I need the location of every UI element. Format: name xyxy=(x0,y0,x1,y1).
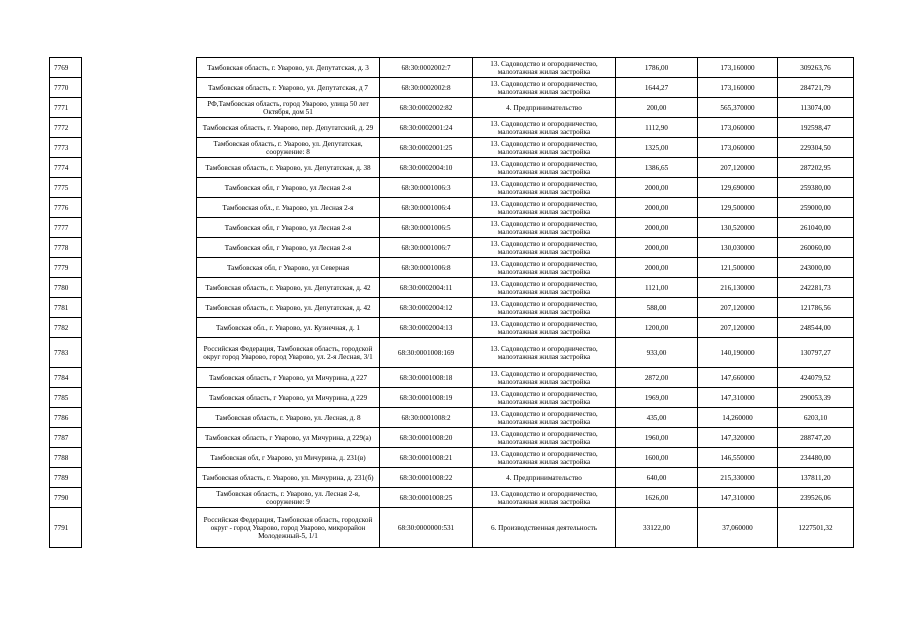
blank-cell xyxy=(82,98,197,118)
cadastral-number-cell: 68:30:0002001:24 xyxy=(380,118,473,138)
specific-value-cell: 565,370000 xyxy=(698,98,778,118)
cadastral-value-cell: 234480,00 xyxy=(778,448,854,468)
land-use-cell: 4. Предпринимательство xyxy=(473,98,616,118)
cadastral-value-cell: 284721,79 xyxy=(778,78,854,98)
specific-value-cell: 207,120000 xyxy=(698,298,778,318)
table-row xyxy=(50,428,854,448)
blank-cell xyxy=(82,238,197,258)
cadastral-value-cell: 288747,20 xyxy=(778,428,854,448)
table-row xyxy=(50,388,854,408)
table-row xyxy=(50,488,854,508)
specific-value-cell: 173,160000 xyxy=(698,78,778,98)
row-number-cell: 7775 xyxy=(50,178,82,198)
cadastral-value-cell: 287202,95 xyxy=(778,158,854,178)
specific-value-cell: 173,060000 xyxy=(698,118,778,138)
area-cell: 1644,27 xyxy=(616,78,698,98)
table-row xyxy=(50,198,854,218)
cadastral-number-cell: 68:30:0002002:8 xyxy=(380,78,473,98)
specific-value-cell: 129,690000 xyxy=(698,178,778,198)
land-use-cell: 13. Садоводство и огородничество, малоэтажная жилая застройка xyxy=(473,138,616,158)
address-cell: Тамбовская область, г. Уварово, ул. Депутатская, д. 3 xyxy=(197,58,380,78)
address-cell: Тамбовская обл, г Уварово, ул Северная xyxy=(197,258,380,278)
cadastral-number-cell: 68:30:0002004:11 xyxy=(380,278,473,298)
row-number-cell: 7776 xyxy=(50,198,82,218)
blank-cell xyxy=(82,338,197,368)
specific-value-cell: 140,190000 xyxy=(698,338,778,368)
area-cell: 2000,00 xyxy=(616,218,698,238)
blank-cell xyxy=(82,58,197,78)
land-use-cell: 13. Садоводство и огородничество, малоэтажная жилая застройка xyxy=(473,218,616,238)
table-row xyxy=(50,258,854,278)
blank-cell xyxy=(82,388,197,408)
land-use-cell: 4. Предпринимательство xyxy=(473,468,616,488)
table-row xyxy=(50,218,854,238)
cadastral-value-table xyxy=(49,57,854,548)
address-cell: РФ,Тамбовская область, город Уварово, улица 50 лет Октября, дом 51 xyxy=(197,98,380,118)
cadastral-value-cell: 192598,47 xyxy=(778,118,854,138)
specific-value-cell: 147,660000 xyxy=(698,368,778,388)
specific-value-cell: 146,550000 xyxy=(698,448,778,468)
cadastral-number-cell: 68:30:0001008:21 xyxy=(380,448,473,468)
row-number-cell: 7784 xyxy=(50,368,82,388)
land-use-cell: 13. Садоводство и огородничество, малоэтажная жилая застройка xyxy=(473,488,616,508)
table-row xyxy=(50,158,854,178)
cadastral-value-cell: 229304,50 xyxy=(778,138,854,158)
address-cell: Тамбовская обл., г. Уварово, ул. Кузнечная, д. 1 xyxy=(197,318,380,338)
address-cell: Тамбовская область, г. Уварово, ул. Лесная 2-я, сооружение: 9 xyxy=(197,488,380,508)
specific-value-cell: 215,330000 xyxy=(698,468,778,488)
address-cell: Тамбовская обл., г. Уварово, ул. Лесная 2-я xyxy=(197,198,380,218)
blank-cell xyxy=(82,488,197,508)
area-cell: 1969,00 xyxy=(616,388,698,408)
cadastral-number-cell: 68:30:0001008:169 xyxy=(380,338,473,368)
cadastral-value-cell: 113074,00 xyxy=(778,98,854,118)
blank-cell xyxy=(82,178,197,198)
table-row xyxy=(50,448,854,468)
specific-value-cell: 147,310000 xyxy=(698,488,778,508)
area-cell: 1960,00 xyxy=(616,428,698,448)
row-number-cell: 7778 xyxy=(50,238,82,258)
cadastral-value-cell: 130797,27 xyxy=(778,338,854,368)
area-cell: 588,00 xyxy=(616,298,698,318)
row-number-cell: 7782 xyxy=(50,318,82,338)
row-number-cell: 7791 xyxy=(50,508,82,548)
area-cell: 200,00 xyxy=(616,98,698,118)
cadastral-number-cell: 68:30:0002004:13 xyxy=(380,318,473,338)
address-cell: Российская Федерация, Тамбовская область, городской округ - город Уварово, город Уварово, микрорайон Молодежный-5, 1/1 xyxy=(197,508,380,548)
row-number-cell: 7779 xyxy=(50,258,82,278)
cadastral-value-cell: 261040,00 xyxy=(778,218,854,238)
cadastral-number-cell: 68:30:0001006:5 xyxy=(380,218,473,238)
land-use-cell: 13. Садоводство и огородничество, малоэтажная жилая застройка xyxy=(473,408,616,428)
specific-value-cell: 173,060000 xyxy=(698,138,778,158)
specific-value-cell: 216,130000 xyxy=(698,278,778,298)
row-number-cell: 7774 xyxy=(50,158,82,178)
specific-value-cell: 37,060000 xyxy=(698,508,778,548)
blank-cell xyxy=(82,318,197,338)
cadastral-number-cell: 68:30:0001008:2 xyxy=(380,408,473,428)
specific-value-cell: 130,030000 xyxy=(698,238,778,258)
specific-value-cell: 129,500000 xyxy=(698,198,778,218)
table-row xyxy=(50,78,854,98)
address-cell: Тамбовская область, г. Уварово, ул. Лесная, д. 8 xyxy=(197,408,380,428)
address-cell: Тамбовская область, г Уварово, ул Мичурина, д 229(а) xyxy=(197,428,380,448)
land-use-cell: 13. Садоводство и огородничество, малоэтажная жилая застройка xyxy=(473,298,616,318)
cadastral-value-cell: 290053,39 xyxy=(778,388,854,408)
area-cell: 2000,00 xyxy=(616,198,698,218)
address-cell: Тамбовская область, г. Уварово, ул. Мичурина, д. 231(б) xyxy=(197,468,380,488)
row-number-cell: 7773 xyxy=(50,138,82,158)
cadastral-value-cell: 239526,06 xyxy=(778,488,854,508)
address-cell: Тамбовская обл, г Уварово, ул Лесная 2-я xyxy=(197,238,380,258)
blank-cell xyxy=(82,408,197,428)
cadastral-number-cell: 68:30:0001006:4 xyxy=(380,198,473,218)
row-number-cell: 7772 xyxy=(50,118,82,138)
blank-cell xyxy=(82,468,197,488)
row-number-cell: 7787 xyxy=(50,428,82,448)
cadastral-number-cell: 68:30:0002004:12 xyxy=(380,298,473,318)
blank-cell xyxy=(82,218,197,238)
specific-value-cell: 14,260000 xyxy=(698,408,778,428)
cadastral-value-cell: 137811,20 xyxy=(778,468,854,488)
specific-value-cell: 147,310000 xyxy=(698,388,778,408)
area-cell: 33122,00 xyxy=(616,508,698,548)
blank-cell xyxy=(82,158,197,178)
area-cell: 1112,90 xyxy=(616,118,698,138)
row-number-cell: 7790 xyxy=(50,488,82,508)
row-number-cell: 7786 xyxy=(50,408,82,428)
row-number-cell: 7789 xyxy=(50,468,82,488)
row-number-cell: 7769 xyxy=(50,58,82,78)
cadastral-number-cell: 68:30:0001006:7 xyxy=(380,238,473,258)
table-row xyxy=(50,278,854,298)
area-cell: 1325,00 xyxy=(616,138,698,158)
row-number-cell: 7780 xyxy=(50,278,82,298)
area-cell: 1200,00 xyxy=(616,318,698,338)
land-use-cell: 6. Производственная деятельность xyxy=(473,508,616,548)
blank-cell xyxy=(82,368,197,388)
cadastral-number-cell: 68:30:0002004:10 xyxy=(380,158,473,178)
row-number-cell: 7777 xyxy=(50,218,82,238)
area-cell: 2872,00 xyxy=(616,368,698,388)
cadastral-value-cell: 259000,00 xyxy=(778,198,854,218)
blank-cell xyxy=(82,278,197,298)
area-cell: 1786,00 xyxy=(616,58,698,78)
table-row xyxy=(50,98,854,118)
land-use-cell: 13. Садоводство и огородничество, малоэтажная жилая застройка xyxy=(473,368,616,388)
address-cell: Тамбовская область, г Уварово, ул Мичурина, д 229 xyxy=(197,388,380,408)
blank-cell xyxy=(82,508,197,548)
cadastral-value-cell: 243000,00 xyxy=(778,258,854,278)
address-cell: Тамбовская область, г Уварово, ул Мичурина, д 227 xyxy=(197,368,380,388)
area-cell: 1386,65 xyxy=(616,158,698,178)
blank-cell xyxy=(82,118,197,138)
blank-cell xyxy=(82,198,197,218)
land-use-cell: 13. Садоводство и огородничество, малоэтажная жилая застройка xyxy=(473,58,616,78)
land-use-cell: 13. Садоводство и огородничество, малоэтажная жилая застройка xyxy=(473,158,616,178)
area-cell: 435,00 xyxy=(616,408,698,428)
cadastral-value-cell: 121786,56 xyxy=(778,298,854,318)
cadastral-number-cell: 68:30:0002002:82 xyxy=(380,98,473,118)
area-cell: 2000,00 xyxy=(616,178,698,198)
specific-value-cell: 121,500000 xyxy=(698,258,778,278)
table-row xyxy=(50,118,854,138)
cadastral-value-cell: 248544,00 xyxy=(778,318,854,338)
row-number-cell: 7788 xyxy=(50,448,82,468)
row-number-cell: 7770 xyxy=(50,78,82,98)
land-use-cell: 13. Садоводство и огородничество, малоэтажная жилая застройка xyxy=(473,318,616,338)
land-use-cell: 13. Садоводство и огородничество, малоэтажная жилая застройка xyxy=(473,198,616,218)
table-row xyxy=(50,178,854,198)
row-number-cell: 7785 xyxy=(50,388,82,408)
address-cell: Тамбовская область, г. Уварово, ул. Депутатская, д. 42 xyxy=(197,278,380,298)
area-cell: 1121,00 xyxy=(616,278,698,298)
table-row xyxy=(50,298,854,318)
specific-value-cell: 173,160000 xyxy=(698,58,778,78)
address-cell: Тамбовская область, г. Уварово, ул. Депутатская, д. 38 xyxy=(197,158,380,178)
land-use-cell: 13. Садоводство и огородничество, малоэтажная жилая застройка xyxy=(473,338,616,368)
address-cell: Тамбовская область, г. Уварово, ул. Депутатская, сооружение: 8 xyxy=(197,138,380,158)
table-row xyxy=(50,238,854,258)
table-row xyxy=(50,338,854,368)
land-use-cell: 13. Садоводство и огородничество, малоэтажная жилая застройка xyxy=(473,388,616,408)
row-number-cell: 7783 xyxy=(50,338,82,368)
cadastral-number-cell: 68:30:0000000:531 xyxy=(380,508,473,548)
land-use-cell: 13. Садоводство и огородничество, малоэтажная жилая застройка xyxy=(473,238,616,258)
blank-cell xyxy=(82,448,197,468)
table-row xyxy=(50,368,854,388)
cadastral-number-cell: 68:30:0001006:3 xyxy=(380,178,473,198)
land-use-cell: 13. Садоводство и огородничество, малоэтажная жилая застройка xyxy=(473,118,616,138)
table-body xyxy=(50,58,854,548)
cadastral-number-cell: 68:30:0001006:8 xyxy=(380,258,473,278)
address-cell: Тамбовская обл, г Уварово, ул Лесная 2-я xyxy=(197,178,380,198)
blank-cell xyxy=(82,78,197,98)
land-use-cell: 13. Садоводство и огородничество, малоэтажная жилая застройка xyxy=(473,258,616,278)
specific-value-cell: 147,320000 xyxy=(698,428,778,448)
specific-value-cell: 207,120000 xyxy=(698,158,778,178)
address-cell: Российская Федерация, Тамбовская область, городской округ город Уварово, город Уварово, ул. 2-я Лесная, 3/1 xyxy=(197,338,380,368)
table-row xyxy=(50,408,854,428)
cadastral-number-cell: 68:30:0002001:25 xyxy=(380,138,473,158)
table-row xyxy=(50,138,854,158)
cadastral-value-cell: 242281,73 xyxy=(778,278,854,298)
cadastral-number-cell: 68:30:0001008:20 xyxy=(380,428,473,448)
cadastral-value-cell: 260060,00 xyxy=(778,238,854,258)
blank-cell xyxy=(82,138,197,158)
table-row xyxy=(50,58,854,78)
area-cell: 640,00 xyxy=(616,468,698,488)
land-use-cell: 13. Садоводство и огородничество, малоэтажная жилая застройка xyxy=(473,278,616,298)
address-cell: Тамбовская обл, г Уварово, ул Мичурина, д. 231(в) xyxy=(197,448,380,468)
cadastral-value-cell: 309263,76 xyxy=(778,58,854,78)
table-row xyxy=(50,508,854,548)
land-use-cell: 13. Садоводство и огородничество, малоэтажная жилая застройка xyxy=(473,78,616,98)
address-cell: Тамбовская область, г. Уварово, ул. Депутатская, д 7 xyxy=(197,78,380,98)
blank-cell xyxy=(82,258,197,278)
land-use-cell: 13. Садоводство и огородничество, малоэтажная жилая застройка xyxy=(473,178,616,198)
row-number-cell: 7771 xyxy=(50,98,82,118)
address-cell: Тамбовская обл, г Уварово, ул Лесная 2-я xyxy=(197,218,380,238)
table-row xyxy=(50,468,854,488)
area-cell: 2000,00 xyxy=(616,238,698,258)
address-cell: Тамбовская область, г. Уварово, ул. Депутатская, д. 42 xyxy=(197,298,380,318)
address-cell: Тамбовская область, г. Уварово, пер. Депутатский, д. 29 xyxy=(197,118,380,138)
cadastral-number-cell: 68:30:0001008:25 xyxy=(380,488,473,508)
cadastral-number-cell: 68:30:0001008:19 xyxy=(380,388,473,408)
area-cell: 2000,00 xyxy=(616,258,698,278)
land-use-cell: 13. Садоводство и огородничество, малоэтажная жилая застройка xyxy=(473,428,616,448)
cadastral-value-cell: 6203,10 xyxy=(778,408,854,428)
area-cell: 933,00 xyxy=(616,338,698,368)
cadastral-number-cell: 68:30:0002002:7 xyxy=(380,58,473,78)
blank-cell xyxy=(82,298,197,318)
cadastral-value-cell: 259380,00 xyxy=(778,178,854,198)
specific-value-cell: 207,120000 xyxy=(698,318,778,338)
cadastral-number-cell: 68:30:0001008:18 xyxy=(380,368,473,388)
land-use-cell: 13. Садоводство и огородничество, малоэтажная жилая застройка xyxy=(473,448,616,468)
area-cell: 1600,00 xyxy=(616,448,698,468)
cadastral-number-cell: 68:30:0001008:22 xyxy=(380,468,473,488)
cadastral-value-cell: 424079,52 xyxy=(778,368,854,388)
cadastral-value-cell: 1227501,32 xyxy=(778,508,854,548)
row-number-cell: 7781 xyxy=(50,298,82,318)
table-row xyxy=(50,318,854,338)
blank-cell xyxy=(82,428,197,448)
area-cell: 1626,00 xyxy=(616,488,698,508)
specific-value-cell: 130,520000 xyxy=(698,218,778,238)
